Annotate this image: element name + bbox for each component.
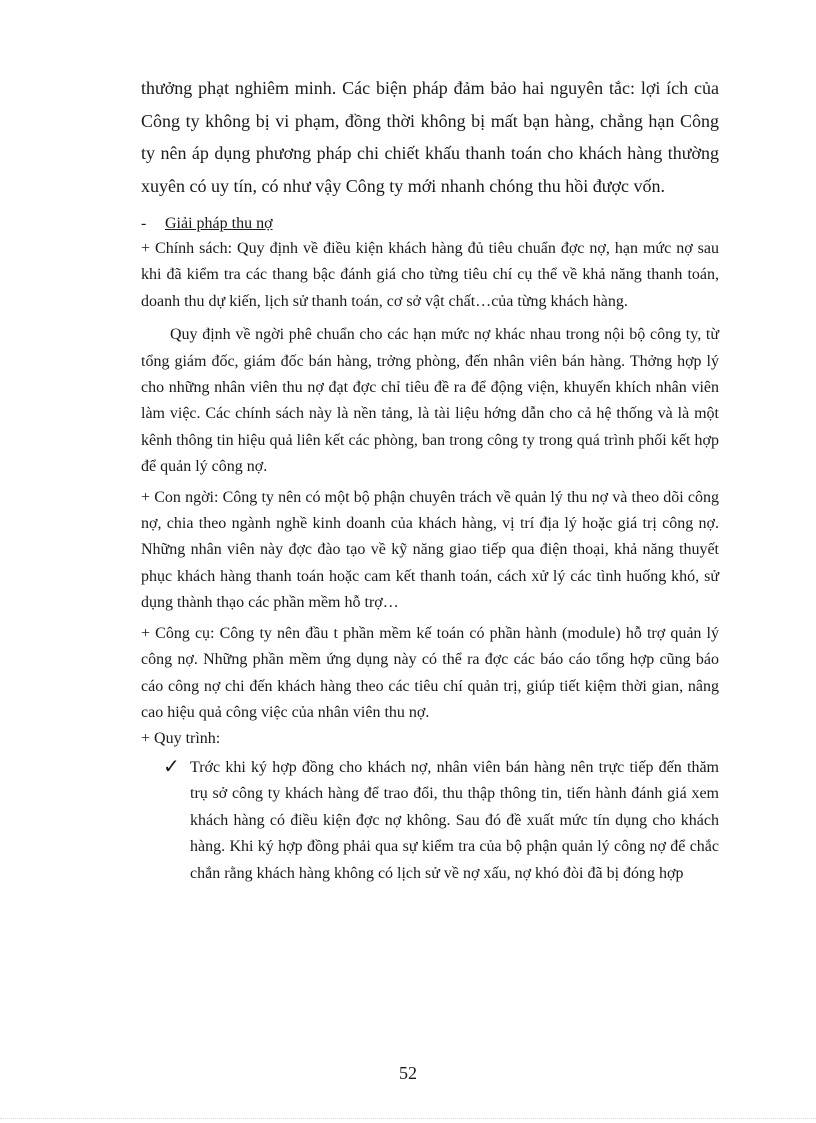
policy-paragraph: + Chính sách: Quy định về điều kiện khách hàng đủ tiêu chuẩn đợc nợ, hạn mức nợ sau khi đã kiểm tra các thang bậc đánh giá cho từng tiêu chí cụ thể về khả năng thanh toán, doanh thu dự kiến, lịch sử thanh toán, cơ sở vật chất…của từng khách hàng. (141, 240, 719, 310)
tools-paragraph: + Công cụ: Công ty nên đầu t phần mềm kế toán có phần hành (module) hỗ trợ quản lý công nợ. Những phần mềm ứng dụng này có thể ra đợc các báo cáo tổng hợp cũng báo cáo công nợ chi đến khách hàng theo các tiêu chí quản trị, giúp tiết kiệm thời gian, nâng cao hiệu quả công việc của nhân viên thu nợ. (141, 624, 719, 721)
page-body (141, 72, 719, 887)
intro-paragraph: thưởng phạt nghiêm minh. Các biện pháp đảm bảo hai nguyên tắc: lợi ích của Công ty không bị vi phạm, đồng thời không bị mất bạn hàng, chẳng hạn Công ty nên áp dụng phương pháp chi chiết khấu thanh toán cho khách hàng thường xuyên có uy tín, có như vậy Công ty mới nhanh chóng thu hồi được vốn. (141, 78, 719, 196)
process-list-item (141, 755, 719, 888)
section-heading-row (141, 212, 719, 236)
section-heading: Giải pháp thu nợ (165, 215, 273, 232)
page-number: 52 (399, 1063, 417, 1083)
dash-bullet: - (141, 215, 147, 232)
page-bottom-border (0, 1118, 816, 1119)
approval-paragraph: Quy định về ngời phê chuẩn cho các hạn mức nợ khác nhau trong nội bộ công ty, từ tổng giám đốc, giám đốc bán hàng, trởng phòng, đến nhân viên bán hàng. Thởng hợp lý cho những nhân viên thu nợ đạt đợc chỉ tiêu đề ra để động viện, khuyến khích nhân viên làm việc. Các chính sách này là nền tảng, là tài liệu hớng dẫn cho cả hệ thống và là một kênh thông tin hiệu quả liên kết các phòng, ban trong công ty trong quá trình phối kết hợp để quản lý công nợ. (141, 326, 719, 476)
process-item-text: Trớc khi ký hợp đồng cho khách nợ, nhân viên bán hàng nên trực tiếp đến thăm trụ sở công ty khách hàng để trao đổi, thu thập thông tin, tiến hành đánh giá xem khách hàng có điều kiện đợc nợ không. Sau đó đề xuất mức tín dụng cho khách hàng. Khi ký hợp đồng phải qua sự kiểm tra của bộ phận quản lý công nợ để chắc chắn rằng khách hàng không có lịch sử về nợ xấu, nợ khó đòi đã bị đóng hợp (190, 758, 719, 882)
people-paragraph: + Con ngời: Công ty nên có một bộ phận chuyên trách về quản lý thu nợ và theo dõi công nợ, chia theo ngành nghề kinh doanh của khách hàng, vị trí địa lý hoặc giá trị công nợ. Những nhân viên này đợc đào tạo về kỹ năng giao tiếp qua điện thoại, khả năng thuyết phục khách hàng thanh toán hoặc cam kết thanh toán, cách xử lý các tình huống khó, sử dụng thành thạo các phần mềm hỗ trợ… (141, 488, 719, 612)
checkmark-icon: ✓ (163, 755, 180, 778)
process-heading: + Quy trình: (141, 730, 221, 748)
